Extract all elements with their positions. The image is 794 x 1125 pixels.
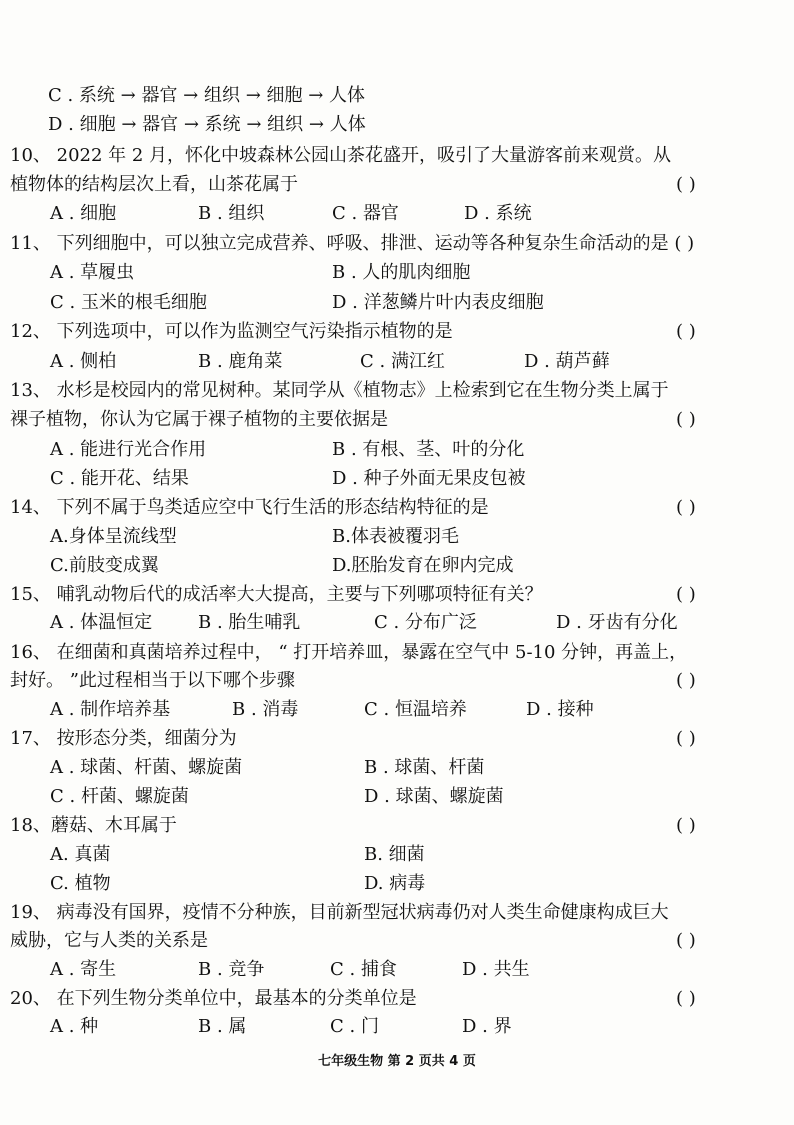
q12-options: A . 侧柏 B . 鹿角菜 C . 满江红 D . 葫芦藓 (50, 351, 610, 372)
q14-options-row2: C.前肢变成翼 D.胚胎发育在卵内完成 (50, 555, 514, 576)
q13-stem-line2: 裸子植物，你认为它属于裸子植物的主要依据是 ( ) (0, 405, 794, 435)
q17-options-row1: A . 球菌、杆菌、螺旋菌 B . 球菌、杆菌 (50, 757, 485, 778)
q16-stem-line2: 封好。 ”此过程相当于以下哪个步骤 ( ) (0, 666, 794, 696)
q12-stem: 12、 下列选项中，可以作为监测空气污染指示植物的是 ( ) (0, 317, 794, 347)
q18-options-row1: A. 真菌 B. 细菌 (50, 844, 425, 865)
q9-option-d: D . 细胞 → 器官 → 系统 → 组织 → 人体 (48, 114, 366, 135)
q15-stem: 15、 哺乳动物后代的成活率大大提高，主要与下列哪项特征有关？ ( ) (0, 580, 794, 610)
answer-blank: ( ) (676, 728, 696, 749)
answer-blank: ( ) (676, 930, 696, 951)
q20-stem: 20、 在下列生物分类单位中，最基本的分类单位是 ( ) (0, 984, 794, 1014)
q13-options-row2: C . 能开花、结果 D . 种子外面无果皮包被 (50, 468, 526, 489)
q16-stem-line1: 16、 在细菌和真菌培养过程中， “ 打开培养皿，暴露在空气中 5-10 分钟，再盖上， (10, 642, 688, 663)
answer-blank: ( ) (676, 174, 696, 195)
q11-options-row2: C . 玉米的根毛细胞 D . 洋葱鳞片叶内表皮细胞 (50, 292, 544, 313)
q19-stem-line1: 19、 病毒没有国界，疫情不分种族，目前新型冠状病毒仍对人类生命健康构成巨大 (10, 902, 669, 923)
q19-stem-line2: 威胁，它与人类的关系是 ( ) (0, 926, 794, 956)
q13-options-row1: A . 能进行光合作用 B . 有根、茎、叶的分化 (50, 439, 525, 460)
q13-stem-line1: 13、 水杉是校园内的常见树种。某同学从《植物志》上检索到它在生物分类上属于 (10, 380, 669, 401)
q17-options-row2: C . 杆菌、螺旋菌 D . 球菌、螺旋菌 (50, 786, 504, 807)
answer-blank: ( ) (676, 584, 696, 605)
answer-blank: ( ) (676, 815, 696, 836)
q15-options: A . 体温恒定 B . 胎生哺乳 C . 分布广泛 D . 牙齿有分化 (50, 612, 678, 633)
q14-options-row1: A.身体呈流线型 B.体表被覆羽毛 (50, 526, 459, 547)
answer-blank: ( ) (676, 988, 696, 1009)
q10-stem-line1: 10、 2022 年 2 月，怀化中坡森林公园山茶花盛开，吸引了大量游客前来观赏。从 (10, 145, 672, 166)
q10-options: A . 细胞 B . 组织 C . 器官 D . 系统 (50, 203, 532, 224)
q11-stem: 11、 下列细胞中，可以独立完成营养、呼吸、排泄、运动等各种复杂生命活动的是 ( ) (10, 233, 695, 254)
q9-option-c: C . 系统 → 器官 → 组织 → 细胞 → 人体 (48, 85, 366, 106)
q14-stem: 14、 下列不属于鸟类适应空中飞行生活的形态结构特征的是 ( ) (0, 493, 794, 523)
page-footer: 七年级生物 第 2 页共 4 页 (318, 1054, 476, 1069)
q18-stem: 18、蘑菇、木耳属于 ( ) (0, 811, 794, 841)
q11-options-row1: A . 草履虫 B . 人的肌肉细胞 (50, 262, 471, 283)
q17-stem: 17、 按形态分类，细菌分为 ( ) (0, 724, 794, 754)
q19-options: A . 寄生 B . 竞争 C . 捕食 D . 共生 (50, 959, 530, 980)
answer-blank: ( ) (676, 497, 696, 518)
q10-stem-line2: 植物体的结构层次上看，山茶花属于 ( ) (0, 170, 794, 200)
answer-blank: ( ) (676, 409, 696, 430)
q20-options: A . 种 B . 属 C . 门 D . 界 (50, 1016, 512, 1037)
q18-options-row2: C. 植物 D. 病毒 (50, 873, 426, 894)
answer-blank: ( ) (676, 670, 696, 691)
answer-blank: ( ) (676, 321, 696, 342)
q16-options: A . 制作培养基 B . 消毒 C . 恒温培养 D . 接种 (50, 699, 594, 720)
